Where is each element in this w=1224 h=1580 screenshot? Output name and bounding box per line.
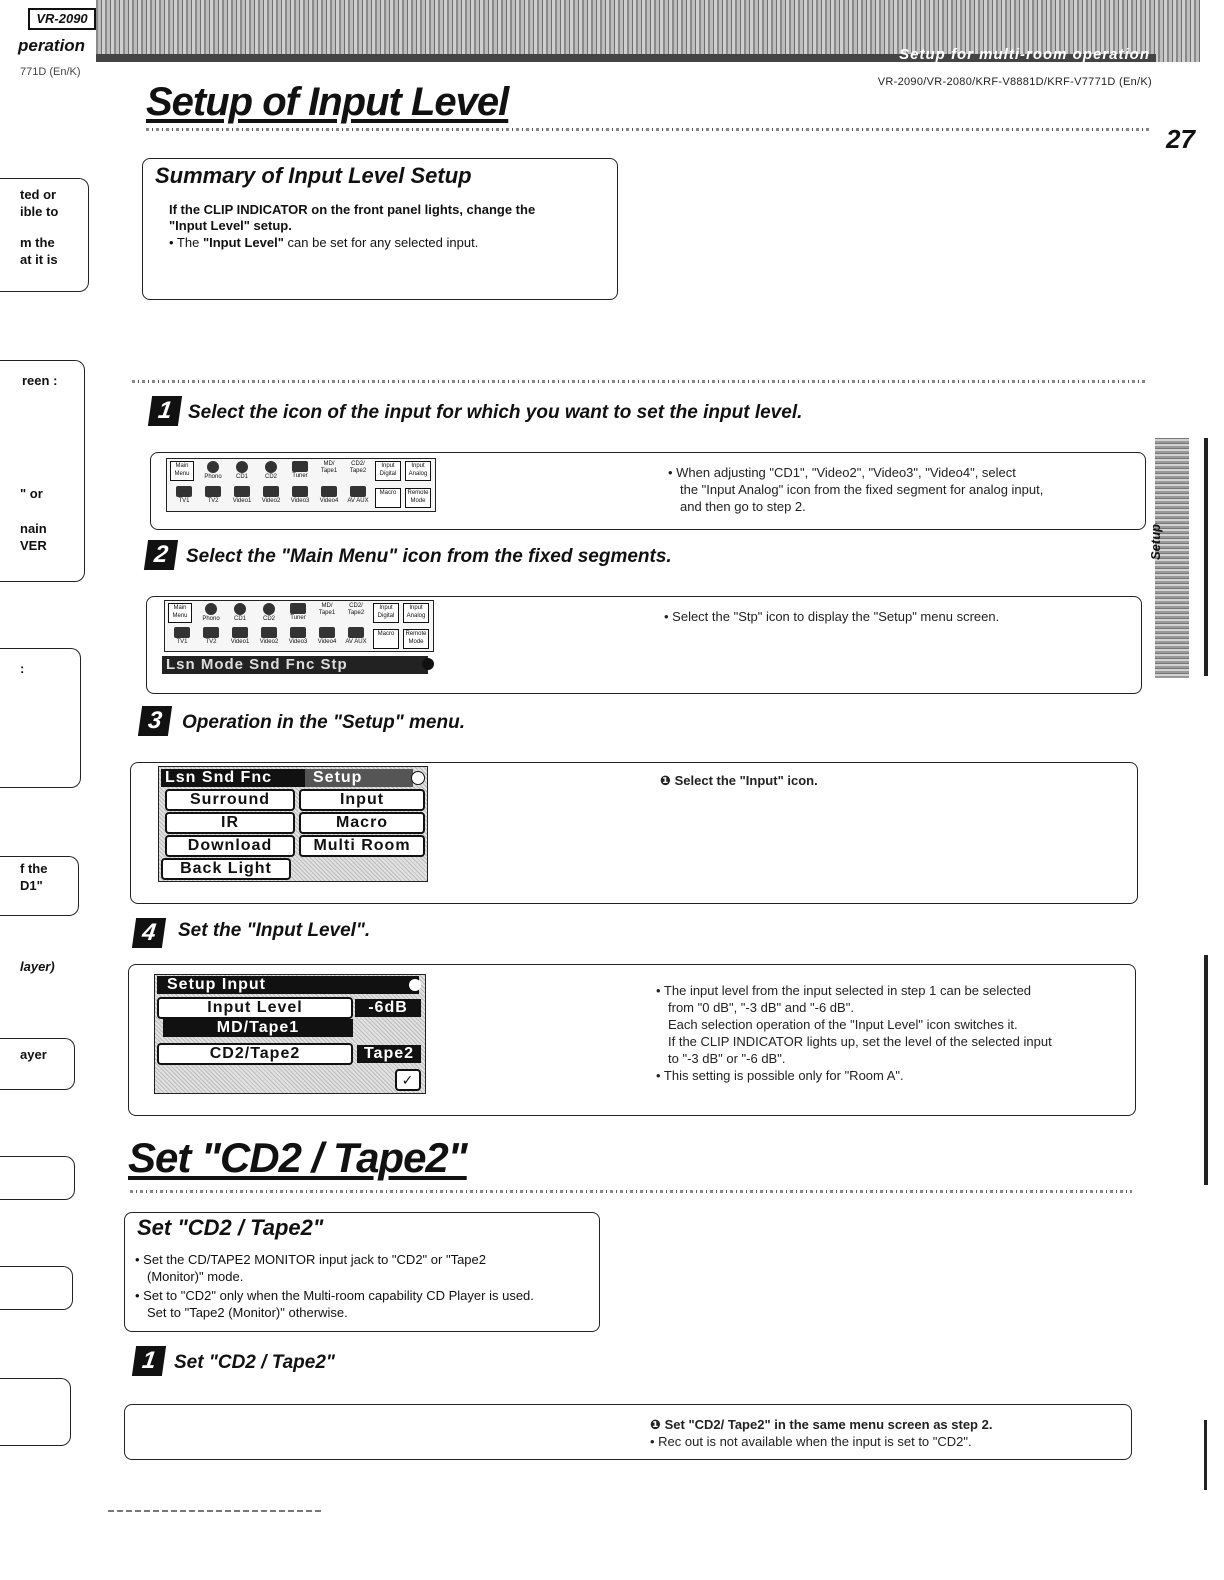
cd1-icon[interactable]: CD1 <box>228 461 256 485</box>
left-fragment-box <box>0 1378 71 1446</box>
page-number: 27 <box>1166 124 1195 154</box>
menu-tabs[interactable]: Lsn Snd Fnc <box>161 769 305 787</box>
summary-bullet: (Monitor)" mode. <box>147 1269 244 1284</box>
header-section-title: Setup for multi-room operation <box>899 46 1150 63</box>
setup-menu-screen <box>158 766 428 882</box>
confirm-check-icon[interactable]: ✓ <box>395 1069 421 1091</box>
tv2-icon[interactable]: TV2 <box>199 486 227 510</box>
video3-icon[interactable]: Video3 <box>284 627 312 651</box>
left-fragment-text: ted or ible to m the at it is <box>20 187 59 267</box>
section-title-cd2-tape2: Set "CD2 / Tape2" <box>128 1134 467 1181</box>
input-level-button[interactable]: Input Level <box>157 997 353 1019</box>
step-title: Set the "Input Level". <box>178 920 371 941</box>
main-menu-icon[interactable]: Main Menu <box>168 603 192 623</box>
md-tape1-icon[interactable]: MD/ Tape1 <box>320 461 338 474</box>
phono-icon[interactable]: Phono <box>199 461 227 485</box>
macro-icon[interactable]: Macro <box>373 629 399 649</box>
left-fragment-box <box>0 648 81 788</box>
setup-input-screen <box>154 974 426 1094</box>
summary-bullet: Set to "Tape2 (Monitor)" otherwise. <box>147 1305 348 1320</box>
step-title: Operation in the "Setup" menu. <box>182 712 465 733</box>
remote-mode-icon[interactable]: Remote Mode <box>403 629 429 649</box>
step-title: Select the "Main Menu" icon from the fixed segments. <box>186 546 672 567</box>
tuner-icon[interactable]: Tuner <box>284 603 312 627</box>
summary-bullet: • Set to "CD2" only when the Multi-room capability CD Player is used. <box>135 1288 534 1303</box>
input-digital-icon[interactable]: Input Digital <box>375 461 401 481</box>
summary-title: Summary of Input Level Setup <box>155 163 472 188</box>
summary-title: Set "CD2 / Tape2" <box>137 1215 324 1240</box>
fixed-segment-bar[interactable]: Lsn Mode Snd Fnc Stp <box>162 656 428 674</box>
md-tape1-icon[interactable]: MD/ Tape1 <box>318 603 336 616</box>
summary-bullet: • The "Input Level" can be set for any selected input. <box>169 235 479 250</box>
input-level-value: -6dB <box>355 999 421 1017</box>
left-operation-tag: peration <box>18 36 86 55</box>
section-title-input-level: Setup of Input Level <box>146 80 509 124</box>
setup-tab-active[interactable]: Setup <box>305 769 413 787</box>
right-edge-bar <box>1204 955 1208 1185</box>
cd2-tape2-value: Tape2 <box>357 1045 421 1063</box>
video1-icon[interactable]: Video1 <box>228 486 256 510</box>
video4-icon[interactable]: Video4 <box>315 486 343 510</box>
left-model-box: VR-2090 <box>28 8 96 30</box>
title-rule <box>130 1190 1132 1193</box>
video2-icon[interactable]: Video2 <box>255 627 283 651</box>
main-menu-icon[interactable]: Main Menu <box>170 461 194 481</box>
header-model-list: VR-2090/VR-2080/KRF-V8881D/KRF-V7771D (En/K) <box>877 76 1152 88</box>
step-badge: 3 <box>138 706 172 736</box>
step-badge: 1 <box>132 1346 166 1376</box>
input-analog-icon[interactable]: Input Analog <box>405 461 431 481</box>
right-edge-bar <box>1204 438 1208 676</box>
right-edge-bar <box>1204 1420 1207 1490</box>
video1-icon[interactable]: Video1 <box>226 627 254 651</box>
input-button[interactable]: Input <box>299 789 425 811</box>
multi-room-button[interactable]: Multi Room <box>299 835 425 857</box>
summary-line: If the CLIP INDICATOR on the front panel lights, change the <box>169 202 536 217</box>
step-note: ❶ Set "CD2/ Tape2" in the same menu screen as step 2. • Rec out is not available when the input is set to "CD2". <box>650 1417 993 1449</box>
step-badge: 2 <box>144 540 178 570</box>
step-note: ❶ Select the "Input" icon. <box>660 773 818 788</box>
summary-line: "Input Level" setup. <box>169 218 292 233</box>
input-icon-panel <box>166 458 436 512</box>
video3-icon[interactable]: Video3 <box>286 486 314 510</box>
left-fragment-text: nain VER <box>20 521 47 553</box>
macro-icon[interactable]: Macro <box>375 488 401 508</box>
left-fragment-text: : <box>20 661 25 676</box>
cd2-icon[interactable]: CD2 <box>257 461 285 485</box>
summary-box <box>124 1212 600 1332</box>
section-rule <box>132 380 1146 383</box>
tv2-icon[interactable]: TV2 <box>197 627 225 651</box>
summary-box <box>142 158 618 300</box>
summary-bullet: • Set the CD/TAPE2 MONITOR input jack to "CD2" or "Tape2 <box>135 1252 486 1267</box>
step-title: Select the icon of the input for which you want to set the input level. <box>188 402 803 423</box>
md-tape1-item[interactable]: MD/Tape1 <box>163 1019 353 1037</box>
step-note: • Select the "Stp" icon to display the "Setup" menu screen. <box>664 609 1000 624</box>
step-note: • The input level from the input selected in step 1 can be selected from "0 dB", "-3 dB" and "-6 dB". Each selection operation of the "Input Level" icon switches it. If the CLIP INDICATOR lights up, set the level of the selected input to "-3 dB" or "-6 dB". • This setting is possible only for "Room A". <box>656 983 1052 1083</box>
left-fragment-box <box>0 1156 75 1200</box>
cd2-tape2-icon[interactable]: CD2/ Tape2 <box>349 461 367 474</box>
left-fragment-text: reen : <box>22 373 58 388</box>
macro-button[interactable]: Macro <box>299 812 425 834</box>
left-fragment-text: layer) <box>20 959 55 974</box>
cd2-tape2-icon[interactable]: CD2/ Tape2 <box>347 603 365 616</box>
surround-button[interactable]: Surround <box>165 789 295 811</box>
side-tab-label: Setup <box>1148 523 1163 560</box>
input-analog-icon[interactable]: Input Analog <box>403 603 429 623</box>
status-dot-icon <box>409 979 421 991</box>
input-icon-panel <box>164 600 434 652</box>
title-rule <box>146 128 1150 131</box>
av-aux-icon[interactable]: AV AUX <box>344 486 372 510</box>
download-button[interactable]: Download <box>165 835 295 857</box>
left-fragment-text: " or <box>20 486 43 501</box>
tv1-icon[interactable]: TV1 <box>170 486 198 510</box>
ir-button[interactable]: IR <box>165 812 295 834</box>
cd2-tape2-button[interactable]: CD2/Tape2 <box>157 1043 353 1065</box>
left-fragment-text: f the D1" <box>20 861 48 893</box>
phono-icon[interactable]: Phono <box>197 603 225 627</box>
cd1-icon[interactable]: CD1 <box>226 603 254 627</box>
step-badge: 4 <box>132 918 166 948</box>
cd2-icon[interactable]: CD2 <box>255 603 283 627</box>
step-badge: 1 <box>148 396 182 426</box>
av-aux-icon[interactable]: AV AUX <box>342 627 370 651</box>
status-dot-icon <box>422 658 434 670</box>
footer-rule <box>108 1510 322 1512</box>
input-digital-icon[interactable]: Input Digital <box>373 603 399 623</box>
setup-input-header: Setup Input <box>157 976 419 994</box>
remote-mode-icon[interactable]: Remote Mode <box>405 488 431 508</box>
step-title: Set "CD2 / Tape2" <box>174 1352 335 1373</box>
left-fragment-text: ayer <box>20 1047 47 1062</box>
tuner-icon[interactable]: Tuner <box>286 461 314 485</box>
left-model-code: 771D (En/K) <box>20 66 81 78</box>
tv1-icon[interactable]: TV1 <box>168 627 196 651</box>
step-note: • When adjusting "CD1", "Video2", "Video3", "Video4", select the "Input Analog" icon from the fixed segment for analog input, and then go to step 2. <box>668 465 1044 514</box>
back-light-button[interactable]: Back Light <box>161 858 291 880</box>
video2-icon[interactable]: Video2 <box>257 486 285 510</box>
status-dot-icon <box>411 771 425 785</box>
video4-icon[interactable]: Video4 <box>313 627 341 651</box>
left-fragment-box <box>0 1266 73 1310</box>
